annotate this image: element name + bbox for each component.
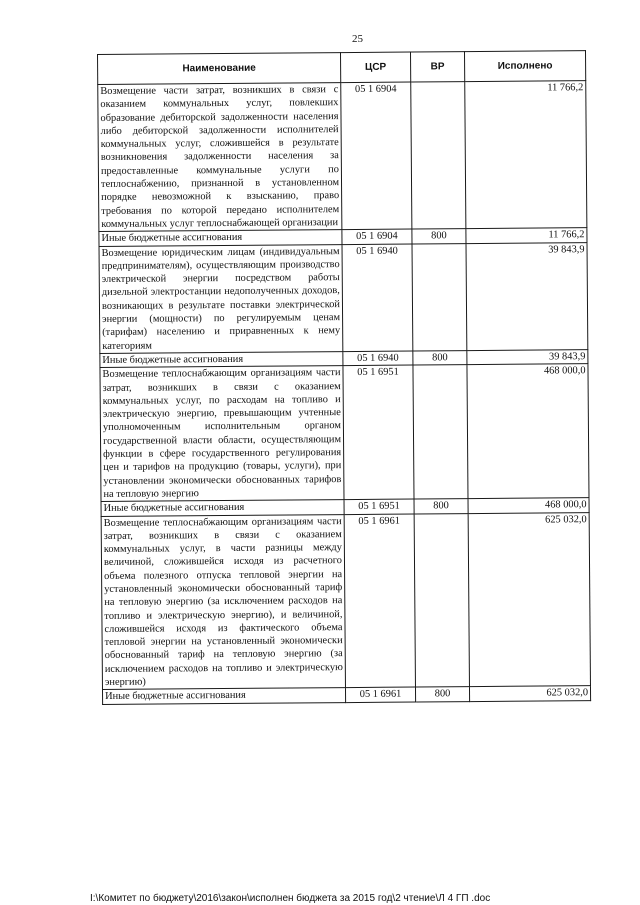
row-amount: 39 843,9	[467, 350, 588, 365]
row-amount: 625 032,0	[469, 686, 590, 701]
table-row	[102, 686, 590, 704]
row-amount: 11 766,2	[465, 81, 587, 229]
row-vr	[414, 513, 469, 687]
header-vr: ВР	[410, 52, 464, 82]
row-vr	[413, 365, 468, 499]
header-done: Исполнено	[464, 51, 585, 82]
header-name: Наименование	[98, 53, 341, 85]
row-amount: 468 000,0	[467, 364, 589, 499]
row-csr: 05 1 6904	[341, 82, 412, 230]
row-amount: 625 032,0	[468, 512, 590, 687]
row-name: Возмещение юридическим лицам (индивидуальным предпринимателям), осуществляющим производство электрической энергии посредством работы дизельной электростанции недополученных доходов, возникающих в результате поставки электрической энергии (мощности) по регулируемым ценам (тарифам) населению и приравненных к нему категориям	[99, 244, 343, 353]
row-name: Возмещение теплоснабжающим организациям части затрат, возникших в связи с оказанием коммунальных услуг, по расходам на топливо и электрическую энергию, превышающим учтенные уполномоченным исполнительным органом государственной власти области, осуществляющим функции в сфере государственного регулирования цен и тарифов на продукцию (товары, услуги), при установлении экономически обоснованных тарифов на тепловую энергию	[100, 366, 344, 502]
row-csr: 05 1 6940	[342, 244, 413, 352]
row-csr: 05 1 6951	[344, 499, 414, 514]
table-header-row	[98, 51, 586, 85]
row-vr: 800	[415, 687, 469, 702]
row-csr: 05 1 6904	[342, 229, 412, 244]
row-amount: 11 766,2	[466, 228, 587, 243]
table-row	[101, 512, 590, 690]
footer-file-path: I:\Комитет по бюджету\2016\закон\исполнен бюджета за 2015 год\2 чтение\Л 4 ГП .doc	[90, 893, 491, 904]
row-vr: 800	[414, 499, 468, 514]
row-vr	[411, 82, 466, 230]
row-csr: 05 1 6951	[343, 365, 414, 500]
row-csr: 05 1 6961	[345, 687, 415, 702]
row-amount: 39 843,9	[466, 242, 588, 350]
row-vr: 800	[412, 229, 466, 244]
row-name: Возмещение части затрат, возникших в связи с оказанием коммунальных услуг, повлекших образование дебиторской задолженности населения либо дебиторской задолженности исполнителей коммунальных услуг, сложившейся в результате возникновения задолженности населения за предоставленные коммунальные услуги по теплоснабжению, признанной в установленном порядке невозможной к взысканию, право требования по которой передано исполнителем коммунальных услуг теплоснабжающей организации	[98, 83, 342, 232]
page-number: 25	[352, 33, 363, 45]
row-csr: 05 1 6961	[344, 514, 415, 688]
budget-execution-table	[97, 50, 591, 704]
row-name: Иные бюджетные ассигнования	[101, 500, 344, 516]
row-name: Иные бюджетные ассигнования	[99, 230, 342, 246]
table-row	[99, 242, 588, 353]
row-name: Иные бюджетные ассигнования	[102, 688, 345, 704]
row-amount: 468 000,0	[468, 498, 589, 513]
header-csr: ЦСР	[340, 52, 410, 83]
table-row	[100, 364, 589, 502]
row-name: Возмещение теплоснабжающим организациям части затрат, возникших в связи с оказанием коммунальных услуг, в части разницы между величиной, сложившейся исходя из расчетного объема полезного отпуска тепловой энергии на установленный экономически обоснованный тариф на тепловую энергию (за исключением расходов на топливо и электрическую энергию), и величиной, сложившейся исходя из фактического объема тепловой энергии на установленный экономически обоснованный тариф на тепловую энергию (за исключением расходов на топливо и электрическую энергию)	[101, 514, 345, 690]
table-row	[98, 81, 587, 232]
row-name: Иные бюджетные ассигнования	[100, 352, 343, 368]
row-vr	[412, 243, 467, 351]
row-vr: 800	[413, 351, 467, 366]
row-csr: 05 1 6940	[343, 351, 413, 366]
